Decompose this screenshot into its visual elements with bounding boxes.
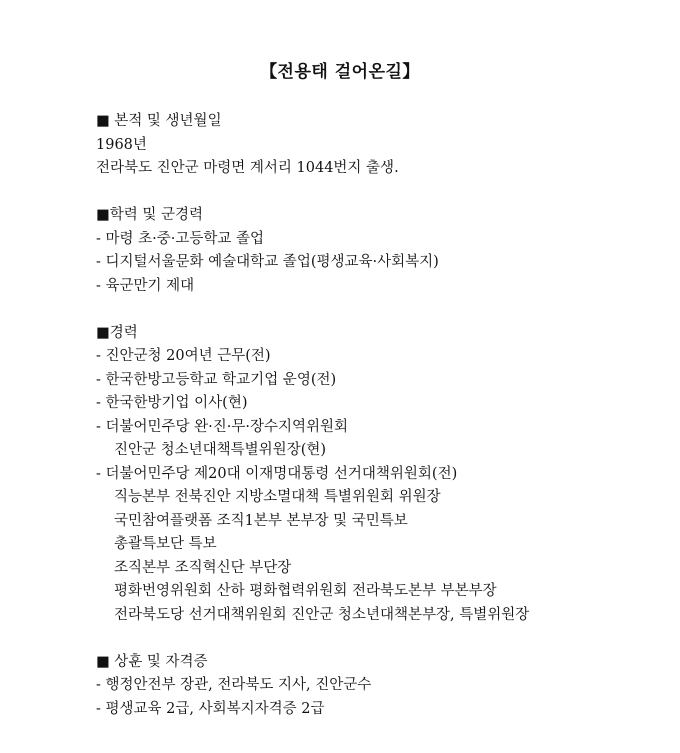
education-item: - 마령 초·중·고등학교 졸업 [96,230,265,247]
birth-year: 1968년 [96,136,147,153]
career-subitem: 진안군 청소년대책특별위원장(현) [114,442,327,458]
document-body [96,110,656,721]
award-item: - 행정안전부 장관, 전라북도 지사, 진안군수 [96,677,372,693]
career-subitem: 평화번영위원회 산하 평화협력위원회 전라북도본부 부본부장 [114,583,497,599]
section-heading-birth: ■ 본적 및 생년월일 [96,113,222,129]
spacer [96,627,656,651]
section-heading-education: ■학력 및 군경력 [96,207,203,223]
career-item: - 한국한방고등학교 학교기업 운영(전) [96,371,337,388]
birth-place: 전라북도 진안군 마령면 계서리 1044번지 출생. [96,160,399,176]
career-item: - 더불어민주당 완·진·무·장수지역위원회 [96,418,349,435]
career-subitem: 총괄특보단 특보 [114,536,217,552]
career-item: - 한국한방기업 이사(현) [96,395,248,411]
career-item: - 더불어민주당 제20대 이재명대통령 선거대책위원회(전) [96,465,458,482]
section-heading-awards: ■ 상훈 및 자격증 [96,653,208,670]
career-subitem: 국민참여플랫폼 조직1본부 본부장 및 국민특보 [114,512,408,529]
career-subitem: 조직본부 조직혁신단 부단장 [114,559,292,576]
career-subitem: 직능본부 전북진안 지방소멸대책 특별위원회 위원장 [114,489,441,505]
certificate-item: - 평생교육 2급, 사회복지자격증 2급 [96,700,325,717]
education-item: - 디지털서울문화 예술대학교 졸업(평생교육·사회복지) [96,254,439,270]
spacer [96,181,656,205]
spacer [96,298,656,322]
career-subitem: 전라북도당 선거대책위원회 진안군 청소년대책본부장, 특별위원장 [114,606,530,623]
document-title: 【전용태 걸어온길】 [260,62,420,82]
military-item: - 육군만기 제대 [96,277,195,294]
section-heading-career: ■경력 [96,324,138,341]
career-item: - 진안군청 20여년 근무(전) [96,348,271,364]
